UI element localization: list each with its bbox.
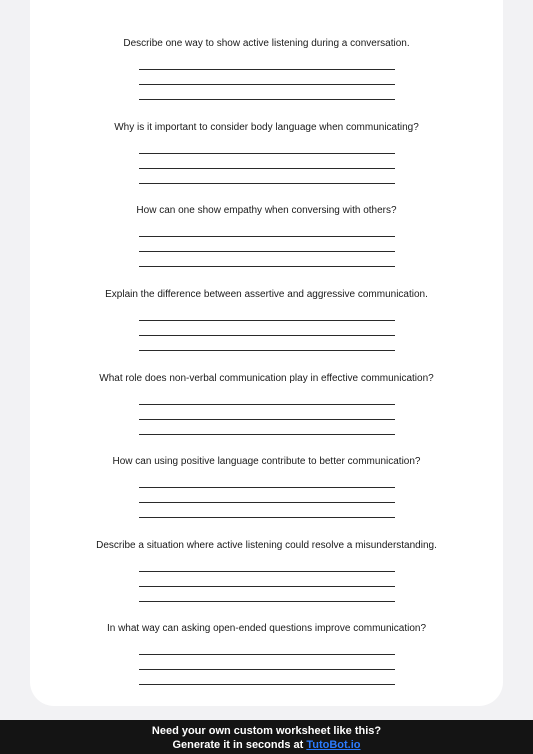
answer-lines-3: [30, 222, 503, 267]
tutobot-link[interactable]: TutoBot.io: [306, 739, 361, 751]
question-block-8: [30, 623, 503, 685]
answer-line[interactable]: [139, 139, 395, 154]
question-text-3: How can one show empathy when conversing with others?: [136, 205, 397, 216]
answer-line[interactable]: [139, 670, 395, 685]
answer-line[interactable]: [139, 655, 395, 670]
answer-line[interactable]: [139, 169, 395, 184]
answer-lines-1: [30, 55, 503, 100]
answer-line[interactable]: [139, 587, 395, 602]
question-text-8: In what way can asking open-ended questions improve communication?: [106, 623, 427, 634]
worksheet-page: [30, 0, 503, 706]
answer-line[interactable]: [139, 640, 395, 655]
footer-cta-text: Generate it in seconds at: [172, 739, 307, 751]
answer-line[interactable]: [139, 557, 395, 572]
answer-line[interactable]: [139, 85, 395, 100]
question-block-4: [30, 289, 503, 351]
question-block-1: [30, 38, 503, 100]
answer-line[interactable]: [139, 503, 395, 518]
answer-line[interactable]: [139, 390, 395, 405]
question-block-6: [30, 456, 503, 518]
answer-line[interactable]: [139, 420, 395, 435]
answer-lines-5: [30, 390, 503, 435]
answer-line[interactable]: [139, 306, 395, 321]
answer-line[interactable]: [139, 321, 395, 336]
footer-headline: Need your own custom worksheet like this?: [151, 725, 382, 737]
answer-line[interactable]: [139, 405, 395, 420]
question-text-6: How can using positive language contribute to better communication?: [112, 456, 421, 467]
answer-line[interactable]: [139, 336, 395, 351]
promo-footer: [0, 720, 533, 754]
question-text-5: What role does non-verbal communication play in effective communication?: [99, 373, 434, 384]
answer-line[interactable]: [139, 572, 395, 587]
answer-line[interactable]: [139, 222, 395, 237]
question-text-2: Why is it important to consider body language when communicating?: [114, 122, 419, 133]
question-block-5: [30, 373, 503, 435]
answer-lines-7: [30, 557, 503, 602]
question-block-2: [30, 122, 503, 184]
answer-lines-4: [30, 306, 503, 351]
question-block-3: [30, 205, 503, 267]
answer-lines-6: [30, 473, 503, 518]
question-text-7: Describe a situation where active listening could resolve a misunderstanding.: [96, 540, 437, 551]
answer-line[interactable]: [139, 70, 395, 85]
answer-line[interactable]: [139, 154, 395, 169]
answer-line[interactable]: [139, 252, 395, 267]
question-block-7: [30, 540, 503, 602]
footer-cta: [0, 738, 533, 752]
answer-line[interactable]: [139, 55, 395, 70]
answer-line[interactable]: [139, 473, 395, 488]
question-text-1: Describe one way to show active listening during a conversation.: [123, 38, 410, 49]
answer-lines-8: [30, 640, 503, 685]
answer-line[interactable]: [139, 237, 395, 252]
question-text-4: Explain the difference between assertive and aggressive communication.: [105, 289, 428, 300]
answer-lines-2: [30, 139, 503, 184]
answer-line[interactable]: [139, 488, 395, 503]
